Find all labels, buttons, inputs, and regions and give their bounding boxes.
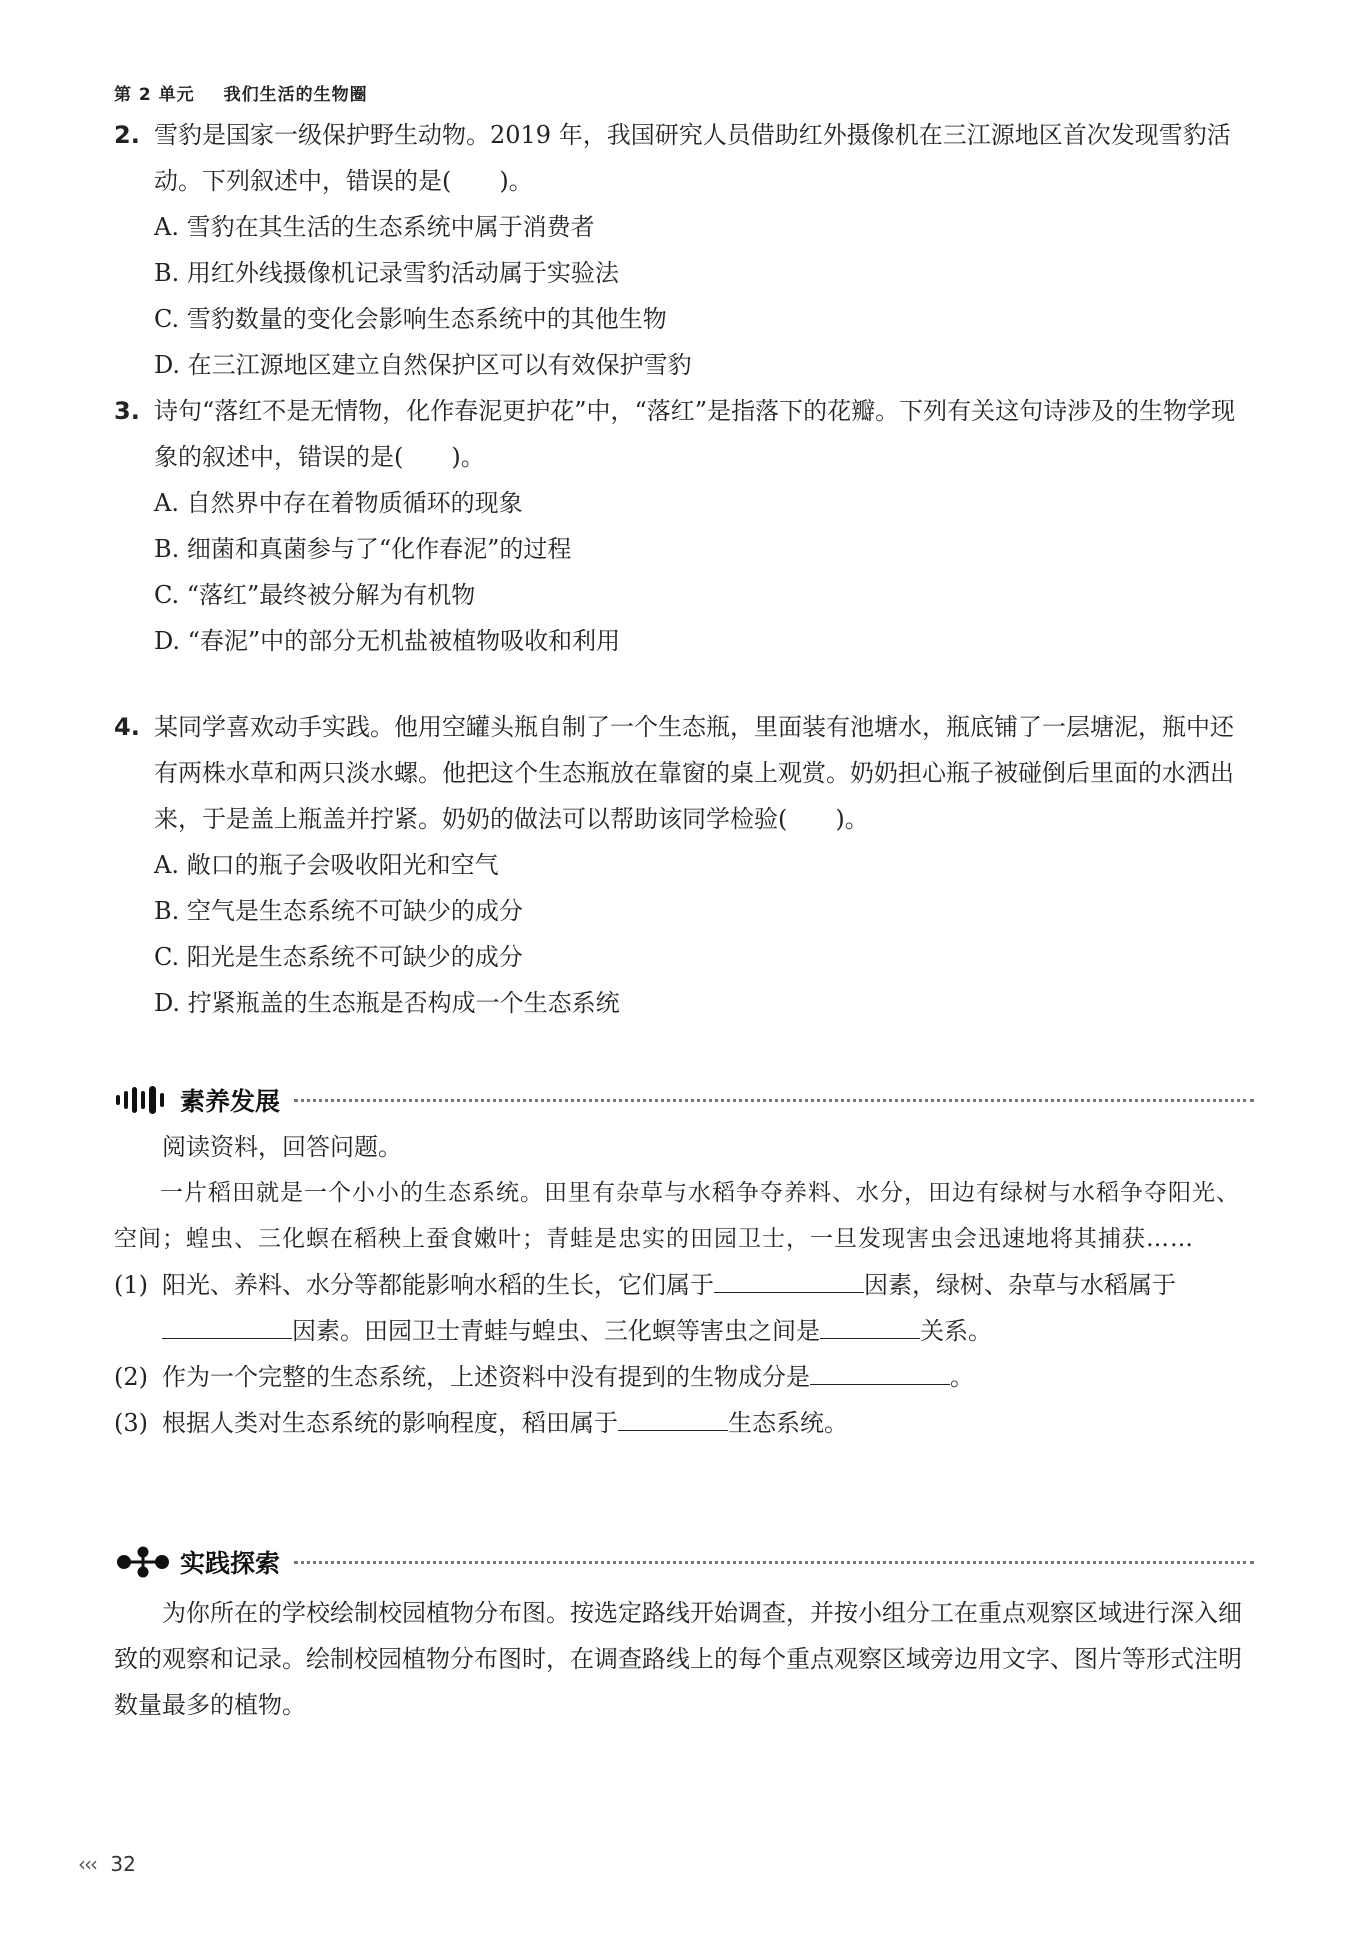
option-a: A. 敞口的瓶子会吸收阳光和空气 — [154, 851, 499, 879]
sound-bars-icon — [114, 1084, 172, 1116]
answer-blank[interactable] — [618, 1400, 728, 1431]
question-4 — [114, 704, 1254, 1026]
molecule-icon — [114, 1546, 172, 1578]
option-c: C. “落红”最终被分解为有机物 — [154, 581, 476, 609]
question-stem: 雪豹是国家一级保护野生动物。2019 年，我国研究人员借助红外摄像机在三江源地区首次发现雪豹活动。下列叙述中，错误的是( )。 — [154, 121, 1231, 195]
sub-question-2: (2) 作为一个完整的生态系统，上述资料中没有提到的生物成分是 。 — [114, 1354, 1254, 1400]
option-c: C. 雪豹数量的变化会影响生态系统中的其他生物 — [154, 305, 667, 333]
question-number: 4. — [114, 713, 140, 741]
question-3 — [114, 388, 1254, 664]
answer-blank[interactable] — [714, 1262, 864, 1293]
option-a: A. 自然界中存在着物质循环的现象 — [154, 489, 523, 517]
question-number: 3. — [114, 397, 140, 425]
section-title: 实践探索 — [180, 1549, 281, 1578]
answer-blank[interactable] — [820, 1308, 920, 1339]
chevrons-icon: ‹‹‹ — [78, 1852, 96, 1876]
question-stem: 诗句“落红不是无情物，化作春泥更护花”中，“落红”是指落下的花瓣。下列有关这句诗涉及的生物学现象的叙述中，错误的是( )。 — [154, 397, 1236, 471]
sub-question-1: (1) 阳光、养料、水分等都能影响水稻的生长，它们属于 因素，绿树、杂草与水稻属于因素。田园卫士青蛙与蝗虫、三化螟等害虫之间是 关系。 — [114, 1262, 1254, 1354]
section-body-shijian — [114, 1590, 1254, 1728]
question-stem: 某同学喜欢动手实践。他用空罐头瓶自制了一个生态瓶，里面装有池塘水，瓶底铺了一层塘泥，瓶中还有两株水草和两只淡水螺。他把这个生态瓶放在靠窗的桌上观赏。奶奶担心瓶子被碰倒后里面的水洒出来，于是盖上瓶盖并拧紧。奶奶的做法可以帮助该同学检验( )。 — [154, 713, 1234, 833]
unit-title: 我们生活的生物圈 — [223, 85, 368, 105]
instruction: 阅读资料，回答问题。 — [162, 1133, 402, 1161]
question-2 — [114, 112, 1254, 388]
dotted-rule — [294, 1099, 1254, 1102]
option-b: B. 用红外线摄像机记录雪豹活动属于实验法 — [154, 259, 619, 287]
option-b: B. 空气是生态系统不可缺少的成分 — [154, 897, 523, 925]
sub-question-3: (3) 根据人类对生态系统的影响程度，稻田属于 生态系统。 — [114, 1400, 1254, 1446]
reading-passage: 一片稻田就是一个小小的生态系统。田里有杂草与水稻争夺养料、水分，田边有绿树与水稻争夺阳光、空间；蝗虫、三化螟在稻秧上蚕食嫩叶；青蛙是忠实的田园卫士，一旦发现害虫会迅速地将其捕获…… — [114, 1180, 1240, 1252]
section-title: 素养发展 — [180, 1087, 281, 1116]
task-text: 为你所在的学校绘制校园植物分布图。按选定路线开始调查，并按小组分工在重点观察区域进行深入细致的观察和记录。绘制校园植物分布图时，在调查路线上的每个重点观察区域旁边用文字、图片等形式注明数量最多的植物。 — [114, 1599, 1242, 1719]
dotted-rule — [294, 1561, 1254, 1564]
page-footer — [78, 1852, 136, 1876]
page-number: 32 — [110, 1852, 136, 1876]
option-d: D. “春泥”中的部分无机盐被植物吸收和利用 — [154, 627, 621, 655]
section-header-shijian — [114, 1544, 1254, 1580]
section-body-suyang — [114, 1124, 1254, 1446]
page-header — [114, 80, 368, 105]
answer-blank[interactable] — [810, 1354, 950, 1385]
option-d: D. 拧紧瓶盖的生态瓶是否构成一个生态系统 — [154, 989, 620, 1017]
unit-label: 第 2 单元 — [114, 85, 195, 105]
option-b: B. 细菌和真菌参与了“化作春泥”的过程 — [154, 535, 572, 563]
option-c: C. 阳光是生态系统不可缺少的成分 — [154, 943, 523, 971]
answer-blank[interactable] — [162, 1308, 292, 1339]
option-a: A. 雪豹在其生活的生态系统中属于消费者 — [154, 213, 595, 241]
section-header-suyang — [114, 1082, 1254, 1118]
question-number: 2. — [114, 121, 140, 149]
option-d: D. 在三江源地区建立自然保护区可以有效保护雪豹 — [154, 351, 692, 379]
